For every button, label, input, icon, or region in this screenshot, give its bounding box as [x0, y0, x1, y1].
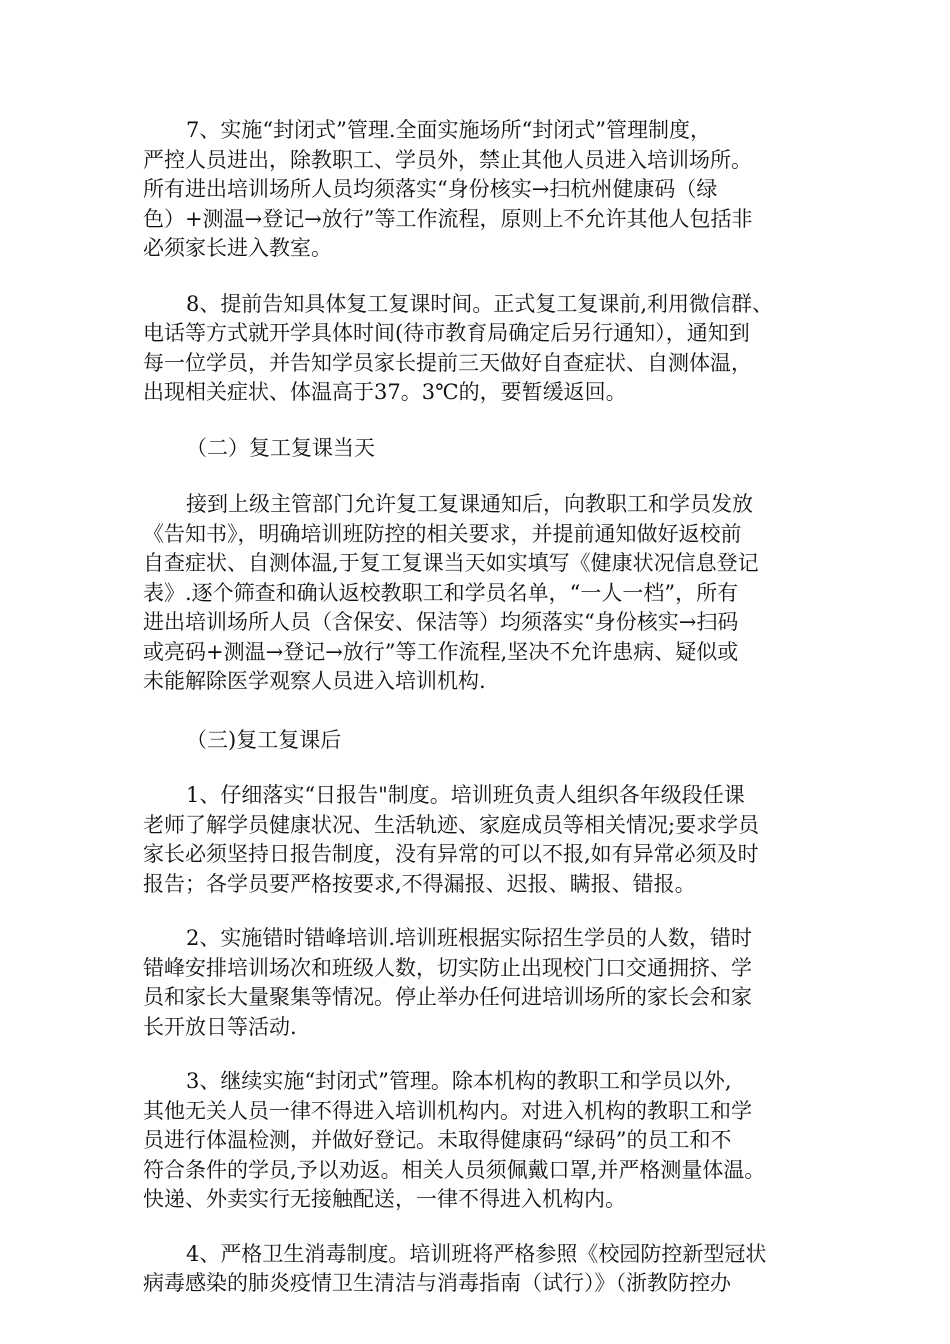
section-heading-after-resume: （三)复工复课后 — [186, 727, 342, 752]
paragraph-resume-date-notice — [143, 290, 811, 408]
text-line: 出现相关症状、体温高于37。3℃的，要暂缓返回。 — [143, 380, 627, 404]
text-line: 进出培训场所人员（含保安、保洁等）均须落实“身份核实→扫码 — [143, 610, 739, 634]
text-line: 快递、外卖实行无接触配送，一律不得进入机构内。 — [143, 1187, 626, 1211]
paragraph-disinfection — [143, 1240, 811, 1299]
text-line: 色）+测温→登记→放行”等工作流程，原则上不允许其他人包括非 — [143, 206, 753, 231]
text-line: 家长必须坚持日报告制度，没有异常的可以不报,如有异常必须及时 — [143, 842, 759, 866]
text-line: 或亮码+测温→登记→放行”等工作流程,坚决不允许患病、疑似或 — [143, 639, 739, 664]
paragraph-daily-report — [143, 781, 811, 899]
text-line: 其他无关人员一律不得进入培训机构内。对进入机构的教职工和学 — [143, 1098, 752, 1123]
paragraph-staggered-training — [143, 924, 811, 1042]
text-line: 长开放日等活动. — [143, 1014, 297, 1039]
text-line: 表》.逐个筛查和确认返校教职工和学员名单，“一人一档”，所有 — [143, 580, 739, 605]
text-line: 电话等方式就开学具体时间(待市教育局确定后另行通知），通知到 — [143, 321, 750, 345]
paragraph-closed-management — [143, 116, 811, 264]
text-line: 8、提前告知具体复工复课时间。正式复工复课前,利用微信群、 — [186, 291, 774, 316]
text-line: 病毒感染的肺炎疫情卫生清洁与消毒指南（试行）》（浙教防控办 — [143, 1271, 731, 1295]
document-body — [143, 116, 811, 1299]
text-line: 符合条件的学员,予以劝返。相关人员须佩戴口罩,并严格测量体温。 — [143, 1157, 766, 1182]
text-line: 接到上级主管部门允许复工复课通知后，向教职工和学员发放 — [186, 492, 753, 516]
text-line: 老师了解学员健康状况、生活轨迹、家庭成员等相关情况;要求学员 — [143, 812, 760, 837]
section-heading-resume-day: （二）复工复课当天 — [186, 435, 375, 460]
text-line: 1、仔细落实“日报告"制度。培训班负责人组织各年级段任课 — [186, 783, 745, 807]
text-line: 严控人员进出，除教职工、学员外，禁止其他人员进入培训场所。 — [143, 147, 752, 172]
text-line: 报告；各学员要严格按要求,不得漏报、迟报、瞒报、错报。 — [143, 871, 696, 896]
text-line: 员进行体温检测，并做好登记。未取得健康码“绿码”的员工和不 — [143, 1128, 732, 1152]
text-line: 自查症状、自测体温,于复工复课当天如实填写《健康状况信息登记 — [143, 551, 759, 575]
text-line: 未能解除医学观察人员进入培训机构. — [143, 669, 486, 693]
text-line: 所有进出培训场所人员均须落实“身份核实→扫杭州健康码（绿 — [143, 177, 718, 201]
paragraph-resume-day — [143, 490, 811, 697]
text-line: 4、严格卫生消毒制度。培训班将严格参照《校园防控新型冠状 — [186, 1241, 767, 1266]
text-line: 必须家长进入教室。 — [143, 236, 332, 260]
text-line: 《告知书》，明确培训班防控的相关要求，并提前通知做好返校前 — [143, 521, 742, 546]
text-line: 员和家长大量聚集等情况。停止举办任何进培训场所的家长会和家 — [143, 985, 752, 1009]
paragraph-continue-closed-management — [143, 1067, 811, 1215]
text-line: 2、实施错时错峰培训.培训班根据实际招生学员的人数，错时 — [186, 926, 753, 950]
text-line: 3、继续实施“封闭式”管理。除本机构的教职工和学员以外, — [186, 1069, 732, 1093]
text-line: 每一位学员，并告知学员家长提前三天做好自查症状、自测体温， — [143, 350, 752, 375]
text-line: 错峰安排培训场次和班级人数，切实防止出现校门口交通拥挤、学 — [143, 955, 752, 980]
text-line: 7、实施“封闭式”管理.全面实施场所“封闭式”管理制度， — [186, 118, 711, 142]
